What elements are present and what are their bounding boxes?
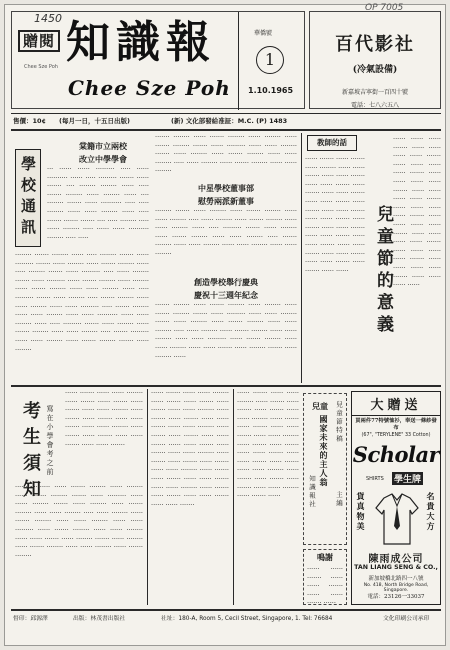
issue-date: 1.10.1965: [248, 86, 294, 95]
issue-number-badge: [256, 46, 284, 74]
childrens-day-col4: 知識報社: [308, 475, 316, 509]
advert-brand-chinese: 學生牌: [392, 472, 423, 485]
school-news-left-body: ········ ······· ········ ······ ····· ········ ······· ······ ········· ······· ······ ········ ······ ······· ········ ······ ····· ········ ······· ······ ········· ····· ······ ········ ······· ······ ········· ······ ······· ········ ······ ········ ······ ······· ········ ······ ······ ········ ······ ····· ········· ······· ······ ········ ····· ······· ········ ······ ······ ········ ······ ······ ········· ····· ······· ········ ······ ······ ········ ······ ······ ·········· ······ ······ ········ ······ ····· ········· ······· ······ ········ ······ ······· ········ ······ ······ ········ ····· ······· ········· ······ ······ ········ ······ ······· ········ ······· ······ ········: [15, 251, 149, 354]
advert-offer-note: (67", "TERYLENE" 33 Cotton): [361, 433, 431, 438]
school-news-mid-col-top: ······· ········ ······ ······· ········ ······ ········ ······ ······· ········ ······· ······ ········· ······ ······ ········ ······· ······ ········ ······ ······· ········ ······ ······ ········ ····· ······ ········ ······ ······· ········ ······ ······ ········: [155, 133, 297, 176]
teachers-words-body-top: ······ ······· ······ ······· ······ ········ ······ ······ ······· ······ ······ ······· ······ ······ ······· ······ ······· ······ ······ ······· ······ ······ ······· ······ ······· ······ ······ ······· ······ ······ ······· ······ ······· ······ ······ ······· ······ ······ ······· ······ ······ ······· ······ ······ ······· ······ ······ ······· ······ ······ ······· ······ ······· ······ ······: [305, 155, 365, 275]
info-bar: [11, 116, 441, 127]
footer-printing-house: 文化印刷公司承印: [383, 616, 430, 622]
masthead-title-chinese: 知識報: [66, 17, 216, 68]
exam-tips-body-3: ······ ······· ······ ······ ········ ······ ······· ······ ······· ······ ······· ······ ······ ········ ······ ······· ······ ······· ······ ······ ······· ······ ······ ········ ······ ······· ······ ······· ······ ······ ······· ······ ······ ······· ······ ······· ······ ······ ········ ······ ······· ······ ······· ······ ······· ······ ······ ········ ······ ······· ······ ······· ······ ······ ······· ······ ······ ········ ······ ······· ······ ······· ······ ······ ······· ······ ······ ·······: [151, 389, 229, 509]
shirt-advert: [351, 391, 441, 605]
advert-company-english: TAN LIANG SENG & CO.,: [354, 564, 438, 571]
school-news-heading: 學校通訊: [19, 156, 37, 240]
thanks-body: ······ ······ ······· ······ ······ ······· ······ ······ ······· ······: [307, 565, 343, 608]
cinema-name: 百代影社: [335, 34, 415, 55]
issue-number: 1: [264, 50, 276, 69]
teachers-words-heading-box: [307, 135, 357, 151]
cinema-subtitle: (冷氣設備): [352, 65, 398, 75]
archive-handwritten-number: 1450: [34, 12, 62, 25]
advert-address: No. 418, North Bridge Road, Singapore.: [363, 583, 429, 593]
frequency: (每月一日，十五日出版): [59, 117, 130, 125]
masthead-small-label: Chee Sze Poh: [24, 64, 58, 70]
school-news-item3-body: ······· ········ ······ ······· ········ ······ ········ ······ ······· ········ ······· ······ ········· ······ ······ ········ ······· ······ ········ ······ ······· ········ ······ ······ ········ ····· ······ ········ ······ ······· ········ ······ ······ ········ ······ ······ ········· ······ ······· ········ ······ ······ ········ ······ ······ ······· ······ ········ ······· ······ ········ ······: [155, 301, 297, 361]
teachers-words-vertical-title: 兒童節的意義: [373, 205, 393, 337]
advert-company-chinese2: 新加坡橋北路四一八號: [368, 576, 424, 582]
childrens-day-col1: 兒童節特稿: [335, 401, 343, 444]
teachers-words-body-right: ······ ······ ······ ······· ······ ······ ······ ······ ······· ······ ······ ······ ······ ······· ······ ······ ······ ······ ······· ······ ······ ······ ······ ······· ······ ······ ······ ······ ······· ······ ······ ······ ······ ······· ······ ······ ······ ······ ······· ······ ······ ······ ······ ······· ······ ······ ······ ······ ······· ······ ······ ······ ······: [393, 135, 441, 290]
advert-brand-sub: SHIRTS: [366, 476, 384, 482]
school-news-item1-headline: [57, 141, 149, 165]
school-news-item3-headline: [155, 277, 297, 301]
advert-company-chinese: 陳雨成公司: [368, 554, 424, 565]
item3-subtitle: 慶祝十三週年紀念: [194, 290, 258, 300]
free-copy-label: 贈閱: [22, 32, 55, 50]
school-news-item1-body: ··· ······ ······ ········· ····· ······ ·········· ······ ····· ········· ······· ······ ······· ···· ········ ········ ······ ····· ······· ········ ······ ········ ······ ···· ········ ······· ······ ·········· ····· ····· ········ ······ ······ ········ ······ ····· ······· ······· ······· ···· ····· ········ ····· ······ ········ ····· ······ ······ ·········· ········ ····· ·····: [47, 165, 149, 242]
advert-offer-text: 買兩件77特號恤衫，奉送一條紗發布: [355, 418, 437, 431]
footer-publisher: 督印：邱源澤: [13, 616, 48, 622]
thanks-box: [303, 549, 347, 608]
item1-title: 棠籍市立兩校: [79, 141, 127, 151]
free-copy-stamp: [18, 30, 60, 52]
item2-title: 中星學校董事部: [198, 183, 254, 193]
thanks-heading: 鳴謝: [317, 552, 333, 562]
school-news-item2-headline: [155, 183, 297, 207]
childrens-day-col3: 國家未來的主人翁: [319, 415, 329, 487]
footer-address: 社址：180-A, Room 5, Cecil Street, Singapore, 1. Tel: 76684: [161, 616, 333, 622]
masthead: [11, 11, 305, 109]
advert-headline: 大贈送: [352, 394, 440, 416]
exam-tips-body-4: ······ ······· ······ ······ ········ ······ ······· ······ ······· ······ ······· ······ ······ ········ ······ ······· ······ ······· ······ ······ ······· ······ ······ ········ ······ ······· ······ ······· ······ ······ ······· ······ ······ ······· ······ ······· ······ ······ ········ ······ ······· ······ ······· ······ ······· ······ ······ ········ ······ ······· ······: [237, 389, 299, 501]
childrens-day-col2: 兒童: [312, 401, 328, 411]
exam-tips-body-2: ······· ········ ······ ······· ········ ······ ········ ······ ······· ········ ······· ······ ········· ······ ······ ········ ······· ······ ········ ······ ······· ········ ······ ······ ········ ····· ······ ········ ······ ······· ········ ······ ······ ········ ······ ······ ········· ······ ······· ········ ······ ······ ········ ······ ······ ······· ······ ········ ······· ······ ········ ······ ······· ········ ······ ······ ········ ······ ······· ········: [15, 483, 143, 560]
price: 售價：10¢: [13, 117, 47, 125]
school-news-item2-body: ········ ······· ······ ········ ······ ······· ········ ······ ······ ········ ····· ······ ········ ······ ······· ········ ······ ······ ········ ······ ····· ········· ······· ······ ········ ······ ······· ········ ······ ······ ········ ····· ······· ········ ······ ······ ········ ······ ······ ········ ······ ······ ········: [155, 207, 297, 258]
advert-phone: 電話：23126一33037: [367, 594, 425, 600]
exam-tips-vertical-title: 考生須知: [20, 401, 41, 505]
exam-tips-subtitle: 寫在小學會考之前: [46, 405, 54, 477]
cinema-address: 新嘉坡吉寧街一百四十號: [341, 89, 408, 96]
advert-slogan-right: 名貴大方: [426, 492, 436, 532]
school-news-header-box: [15, 149, 41, 247]
teachers-words-heading: 教師的話: [317, 138, 347, 147]
footer-printer: 出版：林茂書出版社: [73, 616, 126, 622]
item1-subtitle: 改立中學學會: [79, 154, 127, 164]
shirt-illustration: [374, 492, 420, 546]
advert-slogan-left: 貨真物美: [356, 492, 366, 532]
permit: (新) 文化部發給准証：M.C. (P) 1483: [171, 117, 288, 125]
item3-title: 創造學校舉行慶典: [194, 277, 258, 287]
cinema-phone: 電話：七八六五八: [350, 102, 399, 109]
item2-subtitle: 慰勞兩派新董事: [198, 196, 254, 206]
cinema-advert: [309, 11, 441, 109]
advert-brand: Scholar: [352, 442, 440, 467]
childrens-day-col5: 主編: [335, 491, 343, 508]
issue-label: 華僑號: [254, 30, 273, 37]
exam-tips-body-1: ······ ······· ······ ······ ········ ······ ······· ······ ······· ······ ······· ······ ······ ········ ······ ······· ······ ······· ······ ······ ······· ······ ······ ········ ······ ······· ······ ······· ······ ······ ······· ······ ······ ·······: [65, 389, 143, 449]
masthead-title-romanized: Chee Sze Poh: [68, 76, 231, 100]
newspaper-page: [4, 4, 446, 646]
archive-code: OP 7005: [365, 3, 404, 13]
footer: [11, 613, 441, 625]
